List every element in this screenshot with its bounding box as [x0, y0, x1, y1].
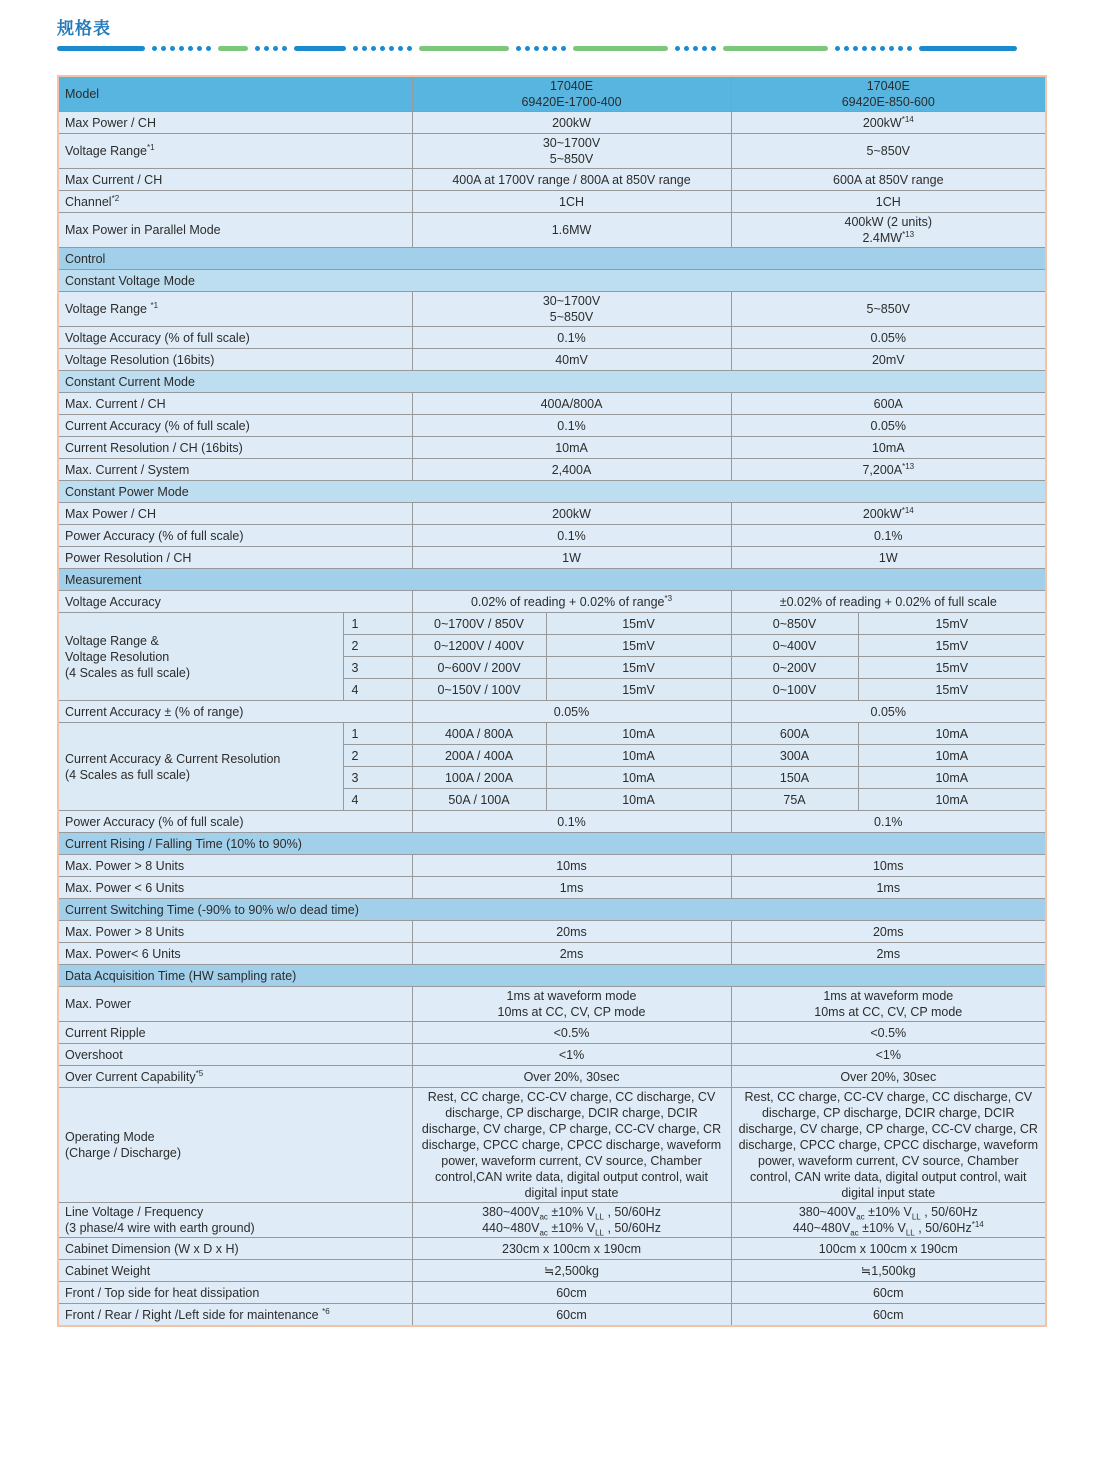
table-row [58, 701, 1046, 723]
row-label-cell: Voltage Accuracy [58, 591, 412, 613]
scale-resolution-cell-model2: 10mA [858, 723, 1046, 745]
value-cell-model2: 10ms [731, 855, 1046, 877]
divider-dots [152, 46, 215, 51]
value-cell-model2: 60cm [731, 1282, 1046, 1304]
row-label-cell: Voltage Range $^{*1}$ [58, 292, 412, 327]
value-cell-model1: 0.1% [412, 525, 731, 547]
value-cell-model2: Rest, CC charge, CC-CV charge, CC discharge, CV discharge, CP discharge, DCIR charge, DCIR discharge, CV charge, CP charge, CC-CV charge, CR discharge, CPCC charge, CPCC discharge, waveform power, waveform current, CV source, Chamber control, CAN write data, digital output control, wait digital input state [731, 1088, 1046, 1203]
value-cell-model1: 200kW [412, 112, 731, 134]
row-label-cell: Current Accuracy (% of full scale) [58, 415, 412, 437]
divider-dots [353, 46, 416, 51]
row-label-cell: Voltage Resolution (16bits) [58, 349, 412, 371]
row-label-cell: Operating Mode (Charge / Discharge) [58, 1088, 412, 1203]
value-cell-model1: 0.02% of reading + 0.02% of range$^{*3}$ [412, 591, 731, 613]
scale-range-cell-model1: 100A / 200A [412, 767, 546, 789]
row-label-cell: Max. Power > 8 Units [58, 855, 412, 877]
row-label-cell: Power Accuracy (% of full scale) [58, 811, 412, 833]
scale-resolution-cell-model1: 10mA [546, 767, 731, 789]
scale-range-cell-model1: 0~1700V / 850V [412, 613, 546, 635]
table-row [58, 1260, 1046, 1282]
value-cell-model1: <1% [412, 1044, 731, 1066]
value-cell-model2: $7,200A^{*13}$ [731, 459, 1046, 481]
value-cell-model1: 10mA [412, 437, 731, 459]
value-cell-model2: ±0.02% of reading + 0.02% of full scale [731, 591, 1046, 613]
table-row [58, 855, 1046, 877]
value-cell-model2: 60cm [731, 1304, 1046, 1327]
divider-dash [294, 46, 346, 51]
row-label-cell: Current Accuracy ± (% of range) [58, 701, 412, 723]
table-row [58, 1282, 1046, 1304]
scale-resolution-cell-model2: 10mA [858, 745, 1046, 767]
value-cell-model1: 20ms [412, 921, 731, 943]
value-cell-model2: 0.05% [731, 327, 1046, 349]
row-label-cell: Cabinet Weight [58, 1260, 412, 1282]
row-label-cell: Max Power in Parallel Mode [58, 213, 412, 248]
scale-resolution-cell-model1: 10mA [546, 789, 731, 811]
table-row [58, 112, 1046, 134]
divider-dash [919, 46, 1017, 51]
section-row [58, 965, 1046, 987]
scale-resolution-cell-model1: 15mV [546, 679, 731, 701]
section-header-cell: Current Rising / Falling Time (10% to 90%) [58, 833, 1046, 855]
scale-number-cell: 3 [343, 657, 412, 679]
section-header-cell: Control [58, 248, 1046, 270]
scale-range-cell-model1: 400A / 800A [412, 723, 546, 745]
row-label-cell: Current Ripple [58, 1022, 412, 1044]
row-label-cell: Max. Power > 8 Units [58, 921, 412, 943]
value-cell-model1: 0.1% [412, 811, 731, 833]
value-cell-model2: 20mV [731, 349, 1046, 371]
value-cell-model1: 40mV [412, 349, 731, 371]
subsection-row [58, 481, 1046, 503]
scale-resolution-cell-model1: 10mA [546, 745, 731, 767]
value-cell-model1: 2,400A [412, 459, 731, 481]
row-label-cell: Front / Top side for heat dissipation [58, 1282, 412, 1304]
value-cell-model2: 10mA [731, 437, 1046, 459]
scale-range-cell-model2: 0~400V [731, 635, 858, 657]
table-row [58, 134, 1046, 169]
row-label-cell: Max. Power< 6 Units [58, 943, 412, 965]
section-row [58, 833, 1046, 855]
table-row [58, 437, 1046, 459]
row-label-cell: Power Accuracy (% of full scale) [58, 525, 412, 547]
scale-range-cell-model2: 600A [731, 723, 858, 745]
value-cell-model1: 10ms [412, 855, 731, 877]
value-cell-model2: 1ms at waveform mode 10ms at CC, CV, CP mode [731, 987, 1046, 1022]
model-label-cell: Model [58, 76, 412, 112]
row-label-cell: Max. Power [58, 987, 412, 1022]
value-cell-model2: $200kW^{*14}$ [731, 503, 1046, 525]
divider-dash [573, 46, 668, 51]
scale-range-cell-model2: 150A [731, 767, 858, 789]
value-cell-model1: 2ms [412, 943, 731, 965]
table-row [58, 921, 1046, 943]
value-cell-model2: ≒1,500kg [731, 1260, 1046, 1282]
value-cell-model2: 400kW (2 units) 2.4MW$^{*13}$ [731, 213, 1046, 248]
subsection-header-cell: Constant Current Mode [58, 371, 1046, 393]
scale-resolution-cell-model1: 15mV [546, 635, 731, 657]
value-cell-model2: 5~850V [731, 292, 1046, 327]
table-row [58, 1066, 1046, 1088]
row-label-cell: Max Current / CH [58, 169, 412, 191]
section-row [58, 248, 1046, 270]
row-label-cell: Voltage Range$^{*1}$ [58, 134, 412, 169]
value-cell-model1: Rest, CC charge, CC-CV charge, CC discharge, CV discharge, CP discharge, DCIR charge, DCIR discharge, CV charge, CP charge, CC-CV charge, CR discharge, CPCC charge, CPCC discharge, waveform power, waveform current, CV source, Chamber control,CAN write data, digital output control, wait digital input state [412, 1088, 731, 1203]
divider-dash [723, 46, 828, 51]
model-name-cell-2: 17040E 69420E-850-600 [731, 76, 1046, 112]
row-label-cell: Current Resolution / CH (16bits) [58, 437, 412, 459]
scale-resolution-cell-model2: 15mV [858, 679, 1046, 701]
value-cell-model2: $380\sim 400V_{ac} \pm 10\%$ $V_{LL}$ , 50/60Hz $440\sim 480V_{ac} \pm 10\%$ $V_{LL}$ , 50/60Hz$^{*14}$ [731, 1203, 1046, 1238]
scale-number-cell: 2 [343, 635, 412, 657]
row-label-cell: Overshoot [58, 1044, 412, 1066]
table-row [58, 987, 1046, 1022]
value-cell-model2: $200kW^{*14}$ [731, 112, 1046, 134]
table-row [58, 169, 1046, 191]
section-header-cell: Measurement [58, 569, 1046, 591]
value-cell-model1: 1ms at waveform mode 10ms at CC, CV, CP mode [412, 987, 731, 1022]
divider-dash [419, 46, 509, 51]
subsection-row [58, 270, 1046, 292]
row-label-cell: Max. Current / CH [58, 393, 412, 415]
value-cell-model2: 600A at 850V range [731, 169, 1046, 191]
scale-range-cell-model1: 0~1200V / 400V [412, 635, 546, 657]
table-row [58, 1044, 1046, 1066]
row-label-cell: Front / Rear / Right /Left side for maintenance $^{*6}$ [58, 1304, 412, 1327]
spec-table [57, 75, 1047, 1327]
model-header-row [58, 76, 1046, 112]
row-label-cell: Line Voltage / Frequency (3 phase/4 wire with earth ground) [58, 1203, 412, 1238]
table-row [58, 811, 1046, 833]
scale-resolution-cell-model2: 15mV [858, 613, 1046, 635]
scale-number-cell: 1 [343, 613, 412, 635]
scale-range-cell-model1: 0~150V / 100V [412, 679, 546, 701]
value-cell-model1: 400A at 1700V range / 800A at 850V range [412, 169, 731, 191]
row-label-cell: Voltage Range & Voltage Resolution (4 Scales as full scale) [58, 613, 343, 701]
scale-sub-row [58, 613, 1046, 635]
scale-resolution-cell-model2: 10mA [858, 789, 1046, 811]
value-cell-model2: 1CH [731, 191, 1046, 213]
table-row [58, 1022, 1046, 1044]
value-cell-model1: 1ms [412, 877, 731, 899]
table-row [58, 349, 1046, 371]
section-row [58, 899, 1046, 921]
row-label-cell: Max. Power < 6 Units [58, 877, 412, 899]
table-row [58, 943, 1046, 965]
subsection-row [58, 371, 1046, 393]
row-label-cell: Over Current Capability$^{*5}$ [58, 1066, 412, 1088]
scale-number-cell: 1 [343, 723, 412, 745]
section-header-cell: Data Acquisition Time (HW sampling rate) [58, 965, 1046, 987]
divider-dots [835, 46, 916, 51]
scale-range-cell-model2: 300A [731, 745, 858, 767]
row-label-cell: Channel$^{*2}$ [58, 191, 412, 213]
value-cell-model1: <0.5% [412, 1022, 731, 1044]
section-header-cell: Current Switching Time (-90% to 90% w/o dead time) [58, 899, 1046, 921]
value-cell-model1: 230cm x 100cm x 190cm [412, 1238, 731, 1260]
table-row [58, 1088, 1046, 1203]
value-cell-model1: Over 20%, 30sec [412, 1066, 731, 1088]
scale-sub-row [58, 723, 1046, 745]
value-cell-model1: 0.05% [412, 701, 731, 723]
value-cell-model2: <1% [731, 1044, 1046, 1066]
scale-range-cell-model2: 75A [731, 789, 858, 811]
scale-resolution-cell-model1: 15mV [546, 657, 731, 679]
table-row [58, 877, 1046, 899]
scale-resolution-cell-model2: 15mV [858, 635, 1046, 657]
table-row [58, 503, 1046, 525]
value-cell-model2: 0.05% [731, 415, 1046, 437]
row-label-cell: Max Power / CH [58, 503, 412, 525]
value-cell-model1: 30~1700V 5~850V [412, 134, 731, 169]
scale-range-cell-model1: 50A / 100A [412, 789, 546, 811]
value-cell-model1: 0.1% [412, 327, 731, 349]
table-row [58, 1238, 1046, 1260]
scale-range-cell-model2: 0~100V [731, 679, 858, 701]
value-cell-model1: 1CH [412, 191, 731, 213]
value-cell-model2: 1ms [731, 877, 1046, 899]
row-label-cell: Current Accuracy & Current Resolution (4 Scales as full scale) [58, 723, 343, 811]
value-cell-model1: 200kW [412, 503, 731, 525]
row-label-cell: Max Power / CH [58, 112, 412, 134]
table-row [58, 525, 1046, 547]
value-cell-model1: 60cm [412, 1304, 731, 1327]
value-cell-model1: ≒2,500kg [412, 1260, 731, 1282]
row-label-cell: Power Resolution / CH [58, 547, 412, 569]
table-row [58, 459, 1046, 481]
scale-range-cell-model2: 0~850V [731, 613, 858, 635]
scale-resolution-cell-model1: 10mA [546, 723, 731, 745]
value-cell-model2: 0.1% [731, 525, 1046, 547]
value-cell-model2: <0.5% [731, 1022, 1046, 1044]
table-row [58, 292, 1046, 327]
divider-dots [675, 46, 720, 51]
subsection-header-cell: Constant Voltage Mode [58, 270, 1046, 292]
table-row [58, 393, 1046, 415]
scale-number-cell: 3 [343, 767, 412, 789]
page-title: 规格表 [57, 19, 111, 38]
table-row [58, 547, 1046, 569]
table-row [58, 213, 1046, 248]
scale-number-cell: 4 [343, 679, 412, 701]
value-cell-model2: 20ms [731, 921, 1046, 943]
value-cell-model2: Over 20%, 30sec [731, 1066, 1046, 1088]
section-row [58, 569, 1046, 591]
table-row [58, 415, 1046, 437]
scale-range-cell-model2: 0~200V [731, 657, 858, 679]
row-label-cell: Cabinet Dimension (W x D x H) [58, 1238, 412, 1260]
scale-resolution-cell-model1: 15mV [546, 613, 731, 635]
value-cell-model2: 2ms [731, 943, 1046, 965]
scale-range-cell-model1: 0~600V / 200V [412, 657, 546, 679]
divider-dots [255, 46, 291, 51]
divider-dash [57, 46, 145, 51]
value-cell-model2: 600A [731, 393, 1046, 415]
subsection-header-cell: Constant Power Mode [58, 481, 1046, 503]
value-cell-model1: 400A/800A [412, 393, 731, 415]
row-label-cell: Max. Current / System [58, 459, 412, 481]
value-cell-model2: 100cm x 100cm x 190cm [731, 1238, 1046, 1260]
decorative-divider [57, 45, 1046, 52]
table-row [58, 1304, 1046, 1327]
table-row [58, 1203, 1046, 1238]
scale-range-cell-model1: 200A / 400A [412, 745, 546, 767]
row-label-cell: Voltage Accuracy (% of full scale) [58, 327, 412, 349]
scale-resolution-cell-model2: 10mA [858, 767, 1046, 789]
table-row [58, 591, 1046, 613]
value-cell-model1: 60cm [412, 1282, 731, 1304]
scale-number-cell: 4 [343, 789, 412, 811]
value-cell-model1: $380\sim 400V_{ac} \pm 10\%$ $V_{LL}$ , 50/60Hz $440\sim 480V_{ac} \pm 10\%$ $V_{LL}$ , 50/60Hz [412, 1203, 731, 1238]
value-cell-model2: 0.05% [731, 701, 1046, 723]
divider-dash [218, 46, 248, 51]
value-cell-model1: 1W [412, 547, 731, 569]
scale-number-cell: 2 [343, 745, 412, 767]
value-cell-model1: 0.1% [412, 415, 731, 437]
table-row [58, 327, 1046, 349]
value-cell-model2: 0.1% [731, 811, 1046, 833]
model-name-cell-1: 17040E 69420E-1700-400 [412, 76, 731, 112]
value-cell-model1: 30~1700V 5~850V [412, 292, 731, 327]
scale-resolution-cell-model2: 15mV [858, 657, 1046, 679]
value-cell-model2: 5~850V [731, 134, 1046, 169]
value-cell-model2: 1W [731, 547, 1046, 569]
value-cell-model1: 1.6MW [412, 213, 731, 248]
table-row [58, 191, 1046, 213]
divider-dots [516, 46, 570, 51]
